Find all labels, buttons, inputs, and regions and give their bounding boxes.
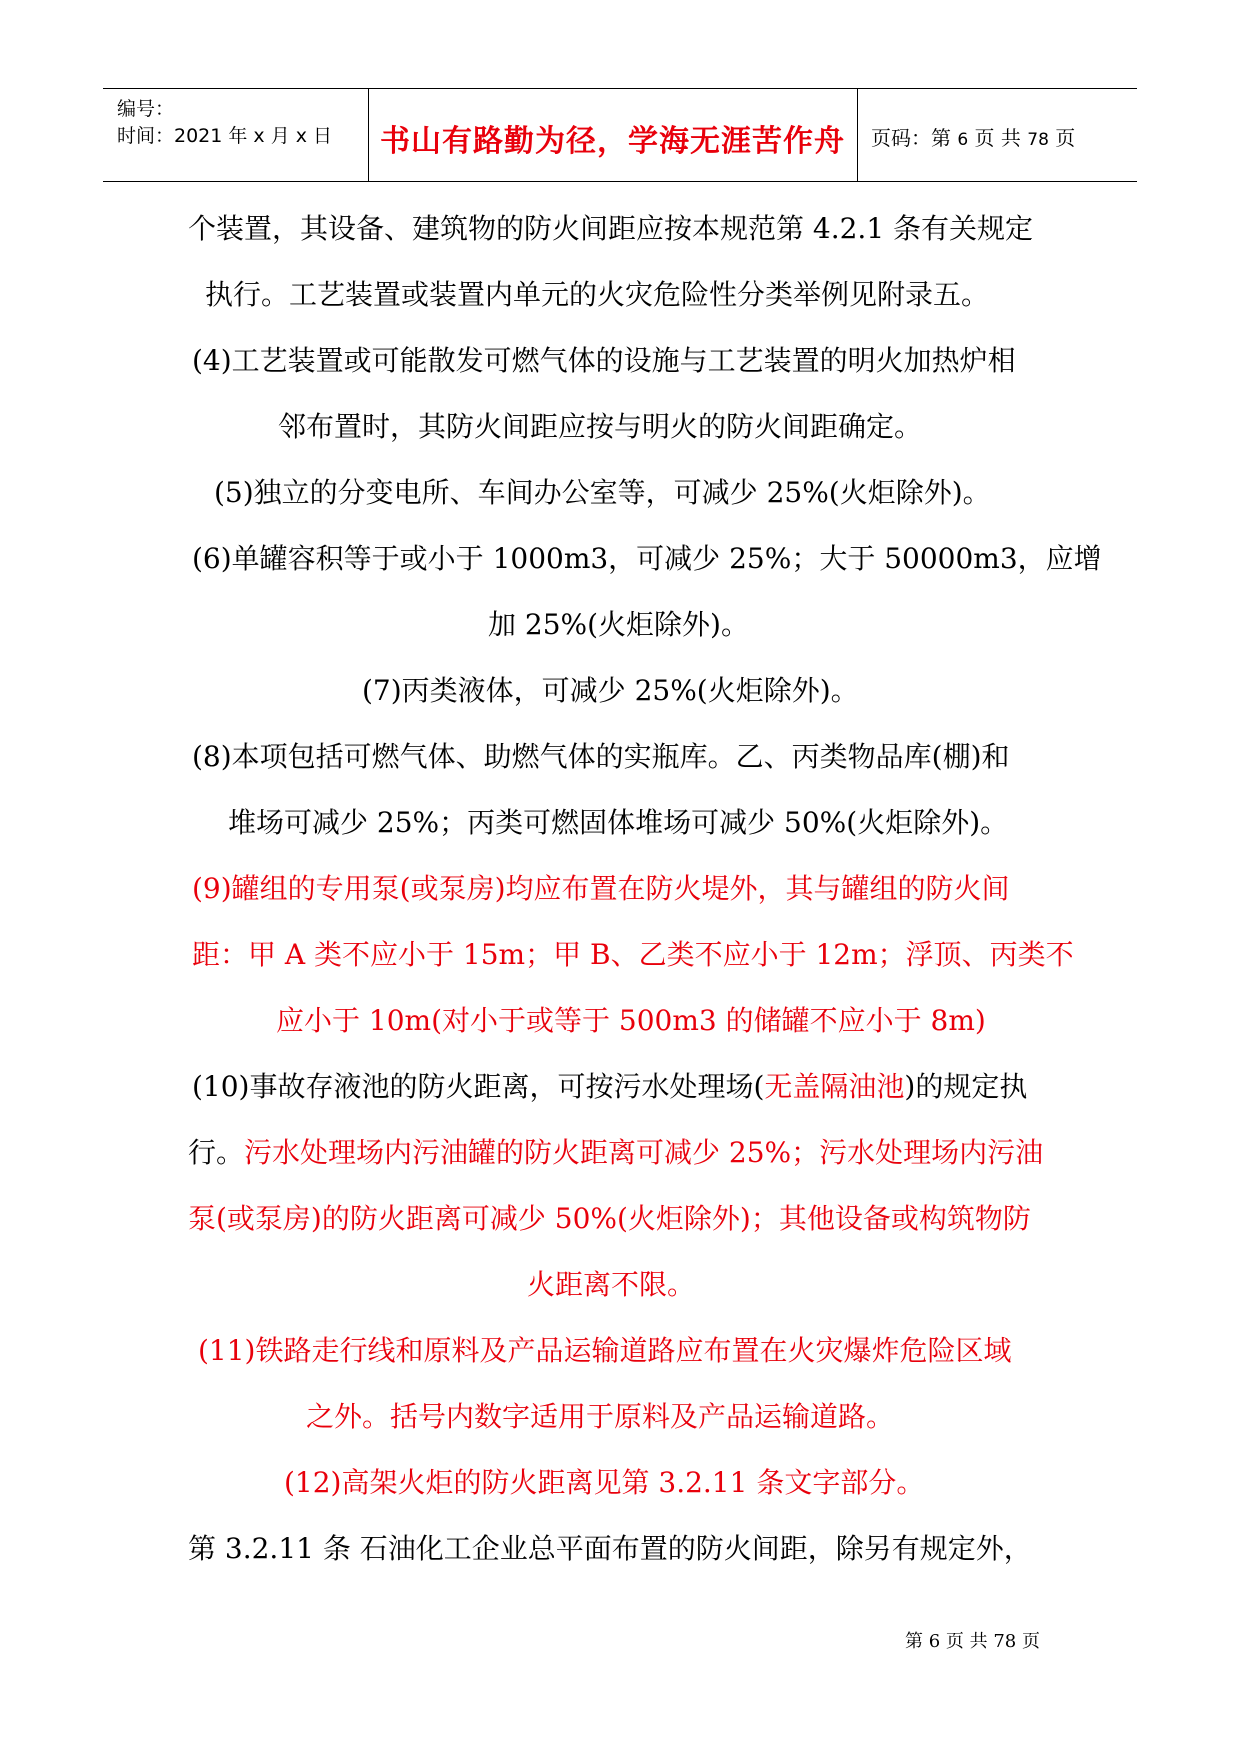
- body-line-highlight: 之外。括号内数字适用于原料及产品运输道路。: [306, 1400, 895, 1433]
- body-text-highlight: 无盖隔油池: [764, 1070, 905, 1103]
- body-line-highlight: (9)罐组的专用泵(或泵房)均应布置在防火堤外，其与罐组的防火间: [192, 872, 1010, 905]
- body-line-highlight: 泵(或泵房)的防火距离可减少 50%(火炬除外)；其他设备或构筑物防: [188, 1202, 1031, 1235]
- body-text: (10)事故存液池的防火距离，可按污水处理场(: [192, 1070, 765, 1103]
- body-line: 第 3.2.11 条 石油化工企业总平面布置的防火间距，除另有规定外，: [188, 1532, 1032, 1565]
- body-text-highlight: 污水处理场内污油罐的防火距离可减少 25%；污水处理场内污油: [244, 1136, 1044, 1169]
- body-line-mixed: [0, 1135, 1241, 1171]
- header-motto: 书山有路勤为径，学海无涯苦作舟: [380, 124, 845, 159]
- body-line: 个装置，其设备、建筑物的防火间距应按本规范第 4.2.1 条有关规定: [188, 212, 1034, 245]
- header-meta: [117, 96, 332, 150]
- body-line-mixed: [0, 1069, 1241, 1105]
- body-line-highlight: (11)铁路走行线和原料及产品运输道路应布置在火灾爆炸危险区域: [198, 1334, 1012, 1367]
- body-line-highlight: 火距离不限。: [527, 1268, 696, 1301]
- header-top-rule: [103, 88, 1137, 89]
- body-line: (8)本项包括可燃气体、助燃气体的实瓶库。乙、丙类物品库(棚)和: [192, 740, 1010, 773]
- body-line: 堆场可减少 25%；丙类可燃固体堆场可减少 50%(火炬除外)。: [228, 806, 1009, 839]
- header-page-prefix: 页码：第: [871, 126, 951, 150]
- document-header: [103, 88, 1137, 184]
- body-text: 行。: [188, 1136, 245, 1169]
- body-line: 加 25%(火炬除外)。: [488, 608, 749, 641]
- body-line: 执行。工艺装置或装置内单元的火灾危险性分类举例见附录五。: [205, 278, 990, 311]
- body-line: (7)丙类液体，可减少 25%(火炬除外)。: [362, 674, 859, 707]
- header-id-label: 编号：: [117, 98, 175, 120]
- header-page-number: 6: [957, 130, 969, 150]
- body-line-highlight: (12)高架火炬的防火距离见第 3.2.11 条文字部分。: [284, 1466, 925, 1499]
- header-divider-right: [857, 88, 858, 182]
- header-page-suffix: 页: [1055, 126, 1076, 150]
- body-line-highlight: 应小于 10m(对小于或等于 500m3 的储罐不应小于 8m): [276, 1004, 986, 1037]
- header-time-label: 时间：2021 年 x 月 x 日: [117, 125, 333, 147]
- header-page-mid: 页 共: [974, 126, 1021, 150]
- body-line: (4)工艺装置或可能散发可燃气体的设施与工艺装置的明火加热炉相: [192, 344, 1016, 377]
- body-line: 邻布置时，其防火间距应按与明火的防火间距确定。: [278, 410, 923, 443]
- body-line: (6)单罐容积等于或小于 1000m3，可减少 25%；大于 50000m3，应增: [192, 542, 1102, 575]
- header-page-total: 78: [1027, 130, 1049, 150]
- body-line: (5)独立的分变电所、车间办公室等，可减少 25%(火炬除外)。: [214, 476, 991, 509]
- body-text: )的规定执: [904, 1070, 1028, 1103]
- header-page-info: [871, 122, 1075, 151]
- body-line-highlight: 距：甲 A 类不应小于 15m；甲 B、乙类不应小于 12m；浮顶、丙类不: [192, 938, 1074, 971]
- header-bottom-rule: [103, 181, 1137, 182]
- footer-page-number: 第 6 页 共 78 页: [905, 1631, 1040, 1652]
